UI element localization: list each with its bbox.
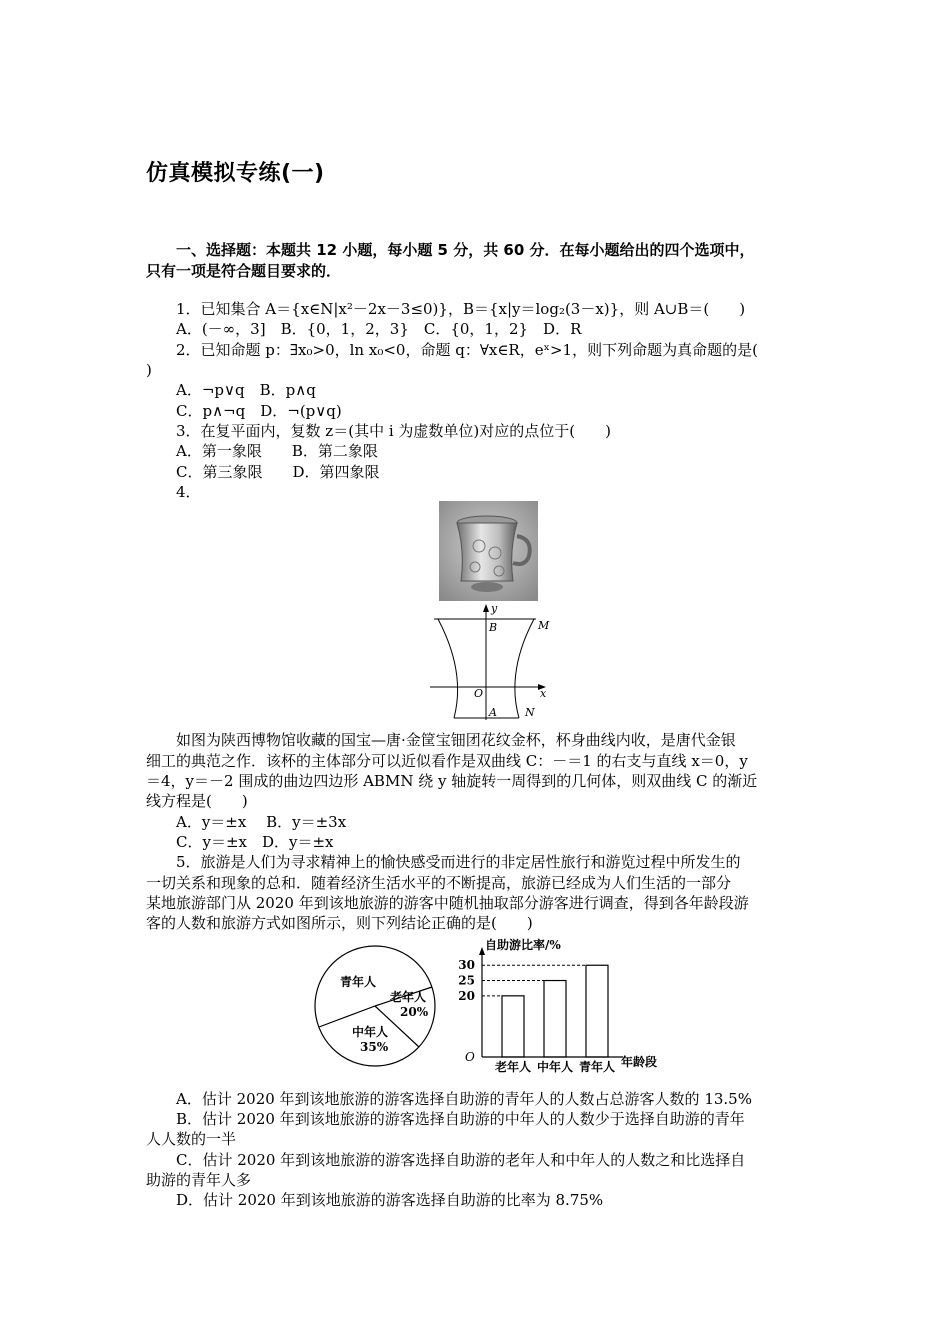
section-heading: 一、选择题：本题共 12 小题，每小题 5 分，共 60 分．在每小题给出的四个选项中，: [176, 241, 755, 259]
pie-label-young: 青年人: [340, 975, 377, 989]
q5-option-a: A．估计 2020 年到该地旅游的游客选择自助游的青年人的人数占总游客人数的 13.5%: [176, 1090, 752, 1108]
y-tick-label-0: 20: [458, 988, 475, 1003]
pie-label-old: 老年人: [390, 990, 427, 1004]
page-title: 仿真模拟专练(一): [146, 161, 325, 186]
label-O: O: [474, 687, 484, 700]
bar-category-label-1: 中年人: [536, 1060, 574, 1074]
q1-stem: 1．已知集合 A＝{x∈N|x²－2x－3≤0)}，B＝{x|y＝log₂(3－x)}，则 A∪B＝( ): [176, 300, 746, 318]
q5-stem-2: 一切关系和现象的总和．随着经济生活水平的不断提高，旅游已经成为人们生活的一部分: [146, 874, 732, 892]
label-M: M: [538, 619, 550, 632]
y-tick-label-2: 30: [458, 958, 475, 973]
q3-options-cd: C．第三象限 D．第四象限: [176, 463, 380, 481]
q5-stem-4: 客的人数和旅游方式如图所示，则下列结论正确的是( ): [146, 914, 533, 932]
q2-options-cd: C．p∧¬q D．¬(p∨q): [176, 402, 342, 420]
bar-category-label-0: 老年人: [494, 1060, 532, 1074]
pie-chart: [312, 943, 440, 1069]
q4-options-cd: C．y＝±x D．y＝±x: [176, 833, 334, 851]
q1-options: A．(－∞，3] B．{0，1，2，3} C．{0，1，2} D．R: [176, 320, 582, 338]
q5-option-b-2: 人人数的一半: [146, 1130, 237, 1148]
q2-stem-cont: ): [146, 361, 152, 379]
pie-label-mid-pct: 35%: [360, 1040, 389, 1054]
q2-options-ab: A．¬p∨q B．p∧q: [176, 381, 316, 399]
hyperbola-right-branch: [515, 619, 534, 718]
q4-stem-2: 细工的典范之作．该杯的主体部分可以近似看作是双曲线 C：－＝1 的右支与直线 x＝0，y: [146, 752, 748, 770]
label-A: A: [489, 706, 497, 719]
q4-number: 4．: [176, 483, 201, 501]
q4-options-ab: A．y＝±x B．y＝±3x: [176, 813, 347, 831]
label-y: y: [491, 602, 498, 615]
q4-stem-1: 如图为陕西博物馆收藏的国宝—唐·金筐宝钿团花纹金杯，杯身曲线内收，是唐代金银: [176, 731, 736, 749]
label-N: N: [525, 706, 535, 719]
q3-options-ab: A．第一象限 B．第二象限: [176, 442, 378, 460]
q5-option-b-1: B．估计 2020 年到该地旅游的游客选择自助游的中年人的人数少于选择自助游的青年: [176, 1110, 745, 1128]
hyperbola-diagram: [430, 602, 560, 724]
q5-option-c-2: 助游的青年人多: [146, 1171, 252, 1189]
y-tick-label-1: 25: [458, 973, 475, 988]
q2-stem: 2．已知命题 p：∃x₀>0，ln x₀<0，命题 q：∀x∈R，eˣ>1，则下列命题为真命题的是(: [176, 341, 758, 359]
q4-stem-4: 线方程是( ): [146, 792, 248, 810]
label-B: B: [489, 621, 498, 634]
hyperbola-left-branch: [438, 619, 458, 718]
q5-stem-3: 某地旅游部门从 2020 年到该地旅游的游客中随机抽取部分游客进行调查，得到各年龄段游: [146, 894, 749, 912]
q5-option-c-1: C．估计 2020 年到该地旅游的游客选择自助游的老年人和中年人的人数之和比选择自: [176, 1151, 746, 1169]
gold-cup-photo: [439, 501, 538, 601]
bar-2: [586, 965, 608, 1057]
bar-1: [544, 981, 566, 1057]
bar-chart-xlabel: 年龄段: [621, 1055, 658, 1069]
bar-0: [502, 996, 524, 1057]
pie-divider-3: [319, 1006, 375, 1027]
section-heading-cont: 只有一项是符合题目要求的．: [146, 262, 342, 280]
bar-chart: [455, 933, 670, 1079]
bar-category-label-2: 青年人: [578, 1060, 616, 1074]
q5-option-d: D．估计 2020 年到该地旅游的游客选择自助游的比率为 8.75%: [176, 1191, 604, 1209]
pie-label-mid: 中年人: [352, 1025, 389, 1039]
q3-stem: 3．在复平面内，复数 z＝(其中 i 为虚数单位)对应的点位于( ): [176, 422, 611, 440]
pie-label-old-pct: 20%: [400, 1005, 429, 1019]
q5-stem-1: 5．旅游是人们为寻求精神上的愉快感受而进行的非定居性旅行和游览过程中所发生的: [176, 853, 741, 871]
bar-chart-origin: O: [465, 1050, 475, 1064]
bar-chart-ylabel: 自助游比率/%: [485, 938, 561, 952]
q4-stem-3: ＝4，y＝－2 围成的曲边四边形 ABMN 绕 y 轴旋转一周得到的几何体，则双曲线 C 的渐近: [146, 772, 758, 790]
label-x: x: [540, 687, 547, 700]
